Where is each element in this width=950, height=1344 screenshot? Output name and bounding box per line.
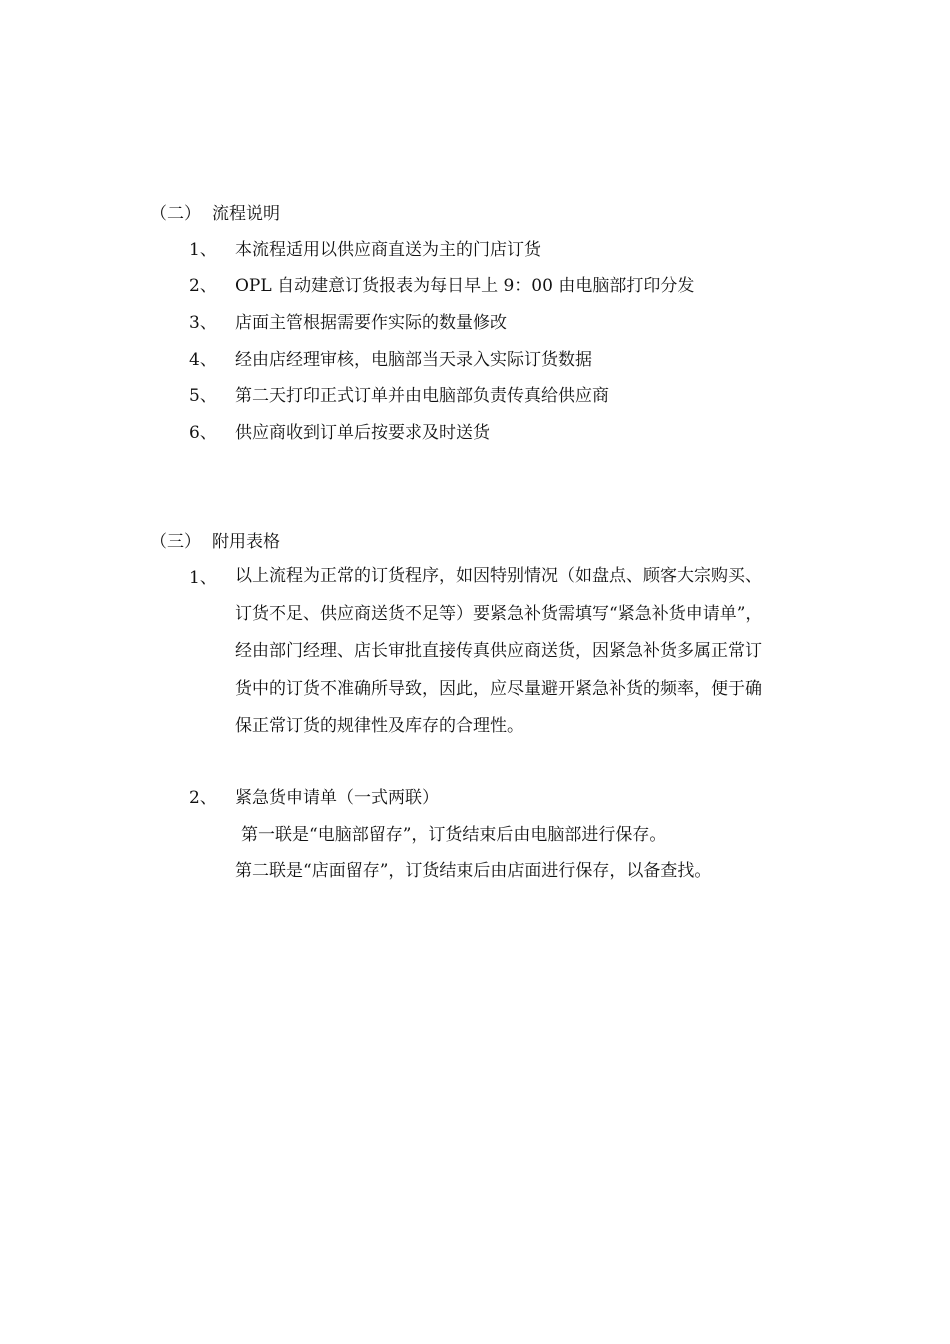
paragraph-line: 以上流程为正常的订货程序，如因特别情况（如盘点、顾客大宗购买、 (235, 566, 762, 586)
item-number: 6、 (189, 423, 217, 443)
item-text: 紧急货申请单（一式两联） (235, 788, 439, 808)
section-2-item-1 (189, 235, 541, 260)
item-text: 本流程适用以供应商直送为主的门店订货 (235, 240, 541, 260)
section-3-title: 附用表格 (212, 532, 280, 552)
section-2-item-3 (189, 308, 507, 333)
item-number: 2、 (189, 276, 217, 296)
section-2-heading (150, 199, 280, 224)
section-2-item-4 (189, 345, 592, 370)
item-number: 5、 (189, 386, 217, 406)
paragraph-line: 订货不足、供应商送货不足等）要紧急补货需填写“紧急补货申请单”， (235, 603, 763, 624)
item-number: 2、 (189, 788, 217, 808)
item-text: 第二天打印正式订单并由电脑部负责传真给供应商 (235, 386, 609, 406)
item-number: 1、 (189, 568, 217, 588)
section-3-item-1-number (189, 563, 235, 588)
item-number: 1、 (189, 240, 217, 260)
section-3-number: （三） (150, 532, 201, 552)
item-text: OPL 自动建意订货报表为每日早上 9：00 由电脑部打印分发 (235, 276, 695, 296)
item-text: 店面主管根据需要作实际的数量修改 (235, 313, 507, 333)
paragraph-line: 保正常订货的规律性及库存的合理性。 (235, 716, 524, 736)
section-3-item-1-paragraph (235, 563, 850, 751)
paragraph-line: 经由部门经理、店长审批直接传真供应商送货，因紧急补货多属正常订 (235, 641, 762, 661)
item-number: 4、 (189, 350, 217, 370)
copy-one-note: 第一联是“电脑部留存”，订货结束后由电脑部进行保存。 (241, 825, 667, 845)
section-2-item-5 (189, 381, 609, 406)
item-text: 经由店经理审核，电脑部当天录入实际订货数据 (235, 350, 592, 370)
item-number: 3、 (189, 313, 217, 333)
paragraph-line: 货中的订货不准确所导致，因此，应尽量避开紧急补货的频率，便于确 (235, 678, 762, 699)
section-3-heading (150, 527, 280, 552)
section-2-item-2 (189, 271, 694, 296)
section-2-title: 流程说明 (212, 204, 280, 224)
section-2-number: （二） (150, 204, 201, 224)
copy-two-note: 第二联是“店面留存”，订货结束后由店面进行保存，以备查找。 (235, 861, 712, 881)
section-2-item-6 (189, 418, 490, 443)
item-text: 供应商收到订单后按要求及时送货 (235, 423, 490, 443)
section-3-item-2 (189, 783, 439, 808)
